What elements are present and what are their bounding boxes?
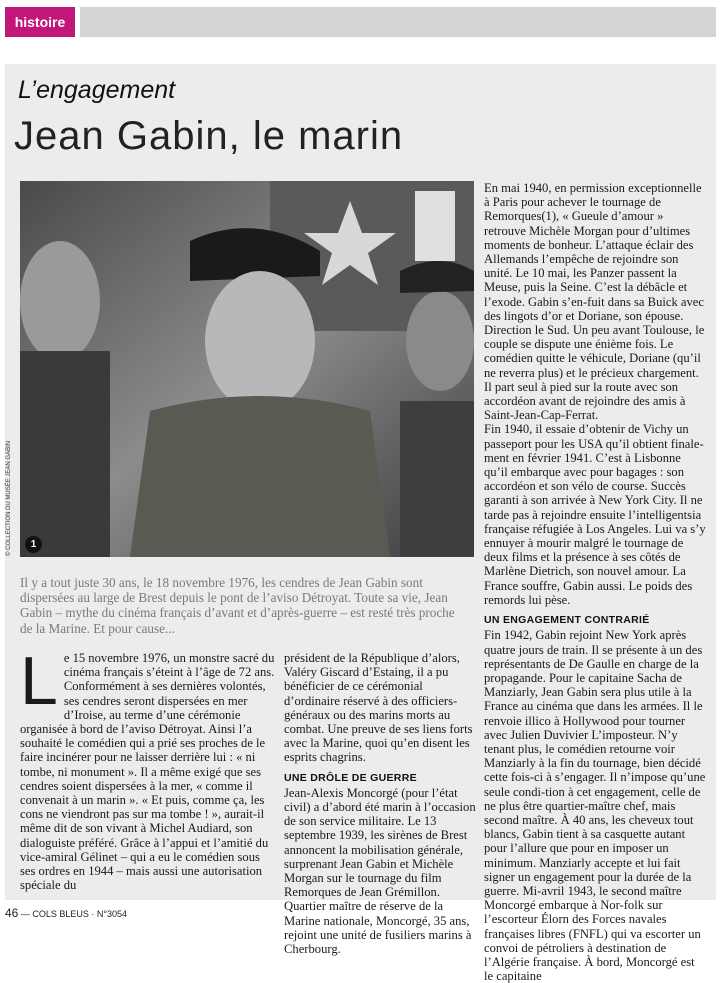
section-header-bar — [0, 7, 721, 37]
paragraph: e 15 novembre 1976, un monstre sacré du cinéma français s’éteint à l’âge de 72 ans. Conformément à ses dernières volontés, ses cendres seront dispersées en mer d’Iroise, au terme d’une cérémonie organisée à bord de l’aviso Détroyat. Ainsi l’a souhaité le comédien qui a prié ses proches de le faire incinérer pour ne laisser derrière lui : « ni tombe, ni monument ». Il a même exigé que ses cendres soient dispersées à la mer, « comme il convenait à un marin ». « Et puis, comme ça, les cons ne viendront pas sur ma tombe ! », aurait-il même dit de son vivant à Michel Audiard, son dialoguiste préféré. Grâce à l’appui et l’amitié du vice-amiral Gélinet – qui a eu le comédien sous ses ordres en 1944 – mais aussi une autorisation spéciale du — [20, 651, 275, 893]
article-column-2 — [284, 651, 476, 956]
photo-number-badge: 1 — [25, 536, 42, 553]
paragraph: En mai 1940, en permission exceptionnelle à Paris pour achever le tournage de Remorques(1), « Gueule d’amour » retrouve Michèle Morgan pour d’ultimes moments de bonheur. L’attaque éclair des Allemands l’empêche de rejoindre son unité. Le 10 mai, les Panzer passent la Meuse, puis la Seine. C’est la débâcle et l’exode. Gabin s’en-fuit dans sa Buick avec des lingots d’or et Doriane, son épouse. Direction le Sud. Un peu avant Toulouse, le couple se dispute une énième fois. Le comédien quitte le véhicule, Doriane (qu’il ne reverra plus) et le précieux chargement. Il part seul à pied sur la route avec son accordéon avant de rejoindre des amis à Saint-Jean-Cap-Ferrat. — [484, 181, 705, 423]
paragraph: Fin 1942, Gabin rejoint New York après quatre jours de train. Il se présente à un des représentants de De Gaulle en charge de la propagande. Pour le capitaine Sacha de Manziarly, Jean Gabin sera plus utile à la France au cinéma que dans les armées. Il le renvoie illico à Hollywood pour tourner avec Julien Duvivier L’imposteur. N’y tenant plus, le comédien retourne voir Manziarly à la fin du tournage, bien décidé cette fois-ci à s’engager. Il n’impose qu’une seule condi-tion à cet engagement, celle de ne plus être quartier-maître chef, mais second maître. À 40 ans, les cheveux tout blancs, Gabin tient à sa casquette autant pour l’allure que pour en imposer un minimum. Manziarly accepte et lui fait signer un engagement pour la durée de la guerre. Mi-avril 1943, le second maître Moncorgé embarque à Nor-folk sur l’escorteur Élorn des Forces navales françaises libres (FNFL) qui va escorter un convoi de pétroliers à destination de l’Algérie française. À bord, Moncorgé est le capitaine — [484, 628, 706, 983]
subheading: UNE DRÔLE DE GUERRE — [284, 771, 417, 784]
publication-name: — COLS BLEUS · N°3054 — [20, 909, 128, 919]
page-footer — [5, 906, 127, 920]
article-lead: Il y a tout juste 30 ans, le 18 novembre 1976, les cendres de Jean Gabin sont dispersées au large de Brest depuis le pont de l’aviso Détroyat. Toute sa vie, Jean Gabin – mythe du cinéma français d’avant et d’après-guerre – est resté très proche de la Marine. Et pour cause... — [20, 575, 455, 636]
paragraph: président de la République d’alors, Valéry Giscard d’Estaing, il a pu bénéficier de ce cérémonial d’ordinaire réservé à des officiers-généraux ou des marins morts au combat. Une preuve de ses liens forts avec la Marine, quoi qu’en disent les esprits chagrins. — [284, 651, 473, 765]
photo-illustration — [20, 181, 474, 557]
photo-credit: © COLLECTION DU MUSÉE JEAN GABIN — [6, 440, 12, 556]
drop-cap: L — [20, 643, 58, 719]
paragraph: Jean-Alexis Moncorgé (pour l’état civil) a d’abord été marin à l’occasion de son service militaire. Le 13 septembre 1939, les sirènes de Brest annoncent la mobilisation générale, surprenant Jean Gabin et Michèle Morgan sur le tournage du film Remorques de Jean Grémillon. Quartier maître de réserve de la Marine nationale, Moncorgé, 35 ans, rejoint une unité de fusiliers marins à Cherbourg. — [284, 785, 476, 957]
article-title: Jean Gabin, le marin — [14, 114, 404, 158]
jean-gabin-photo — [20, 181, 474, 557]
article-kicker: L’engagement — [18, 76, 176, 104]
subheading: UN ENGAGEMENT CONTRARIÉ — [484, 614, 650, 627]
header-band — [80, 7, 716, 37]
paragraph: Fin 1940, il essaie d’obtenir de Vichy un passeport pour les USA qu’il obtient finale-ment en février 1941. C’est à Lisbonne qu’il embarque avec pour bagages : son accordéon et son vélo de course. Succès garanti à son arrivée à New York City. Il ne tarde pas à rejoindre ensuite l’intelligentsia française réfugiée à Los Angeles. Lui va s’y ennuyer à mourir malgré le tournage de deux films et la présence à ses côtés de Marlène Dietrich, son nouvel amour. La France souffre, Gabin aussi. Le poids des remords lui pèse. — [484, 422, 706, 607]
page-number: 46 — [5, 906, 19, 920]
article-column-3 — [484, 181, 706, 983]
section-tag: histoire — [5, 7, 75, 37]
article-column-1 — [20, 643, 275, 893]
